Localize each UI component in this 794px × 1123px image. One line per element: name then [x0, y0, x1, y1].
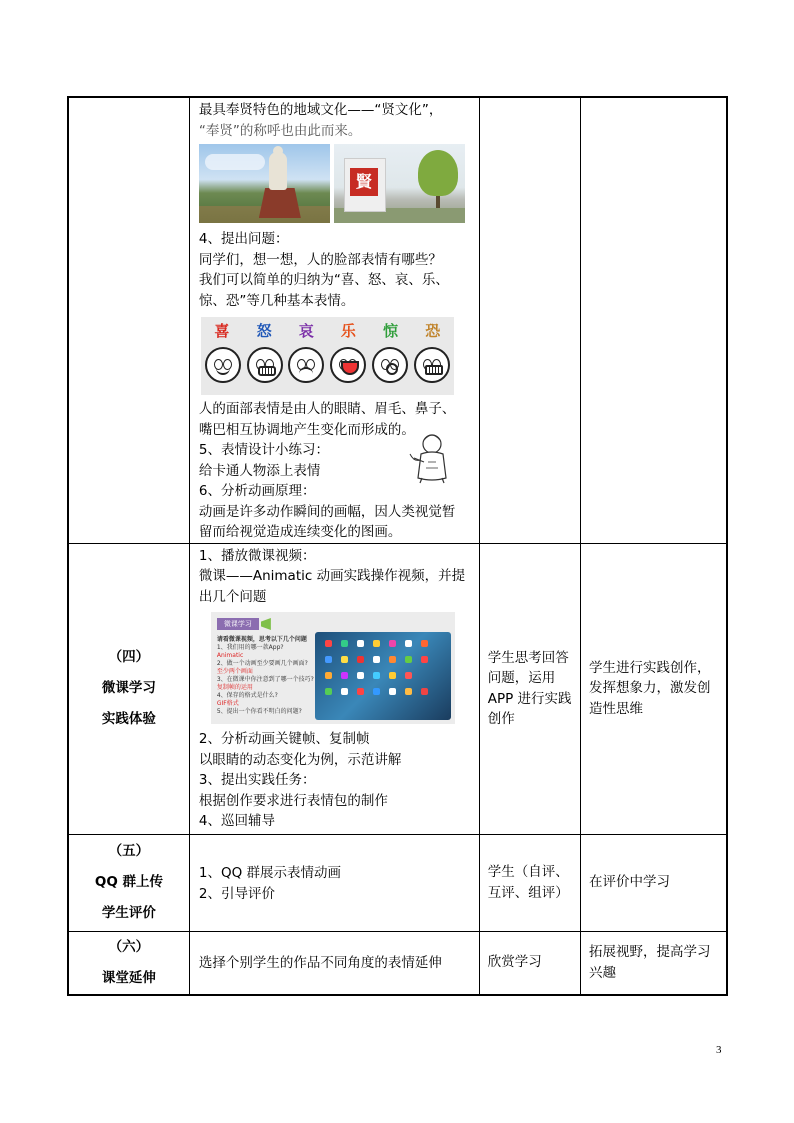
text-line: 4、提出问题： — [198, 231, 289, 247]
table-row-continuation — [68, 97, 727, 543]
stage-name: 实践体验 — [101, 711, 156, 727]
text-line: 根据创作要求进行表情包的制作 — [198, 792, 388, 809]
text-line: 1、QQ 群展示表情动画 — [198, 865, 341, 881]
sad-face-icon — [288, 347, 324, 383]
stage-name: 微课学习 — [101, 680, 156, 696]
text-line: 出几个问题 — [198, 588, 267, 605]
text-line: 动画是许多动作瞬间的画幅，因人类视觉暂 — [198, 503, 456, 520]
stage-cell — [68, 834, 189, 931]
text-line: 学生思考回答 — [487, 649, 569, 666]
text-line: 兴趣 — [589, 964, 617, 981]
stage-cell — [68, 931, 189, 995]
scared-face-icon — [414, 347, 450, 383]
video-question: 4、保存的格式是什么? — [216, 692, 278, 699]
video-question: 1、我们用的哪一款App? — [216, 644, 284, 651]
text-line: 创作 — [487, 711, 515, 727]
page-number: 3 — [716, 1044, 722, 1056]
student-activity-cell — [479, 834, 580, 931]
text-line: 互评、组评） — [487, 884, 569, 901]
emotion-faces-image — [201, 317, 454, 395]
text-line: 最具奉贤特色的地域文化——“贤文化”， — [198, 102, 443, 118]
table-row-stage-5 — [68, 834, 727, 931]
text-line: 同学们，想一想，人的脸部表情有哪些？ — [198, 251, 442, 268]
emotion-label: 怒 — [256, 322, 272, 340]
student-activity-cell — [479, 543, 580, 834]
stage-cell-empty — [68, 97, 189, 543]
video-question: 5、提出一个你看不明白的问题? — [216, 708, 302, 715]
text-line: 惊、恐”等几种基本表情。 — [198, 292, 355, 309]
student-activity-cell — [479, 931, 580, 995]
video-answer: Animatic — [216, 652, 244, 659]
video-question-title: 请看微课视频，思考以下几个问题 — [216, 636, 307, 643]
stage-number: （五） — [108, 843, 150, 859]
text-line: 6、分析动画原理： — [198, 483, 316, 499]
text-line: 在评价中学习 — [589, 874, 671, 891]
text-line: 造性思维 — [589, 700, 644, 717]
text-line: 4、巡回辅导 — [198, 813, 275, 829]
student-cell-empty — [479, 97, 580, 543]
stage-number: （四） — [108, 649, 150, 665]
text-line: 欣赏学习 — [487, 954, 542, 971]
text-line: 嘴巴相互协调地产生变化而形成的。 — [198, 421, 415, 438]
text-line: 以眼睛的动态变化为例，示范讲解 — [198, 751, 402, 768]
video-tag: 微课学习 — [217, 618, 259, 630]
text-line: 学生（自评、 — [487, 864, 569, 880]
lesson-plan-table — [67, 96, 728, 996]
surprised-face-icon — [372, 347, 408, 383]
design-intent-cell — [581, 543, 727, 834]
text-line: “奉贤”的称呼也由此而来。 — [198, 122, 362, 139]
emotion-label: 恐 — [425, 322, 441, 340]
text-line: 学生进行实践创作， — [589, 659, 711, 676]
text-line: 微课——Animatic 动画实践操作视频，并提 — [198, 568, 466, 584]
table-row-stage-6 — [68, 931, 727, 995]
text-line: 选择个别学生的作品不同角度的表情延伸 — [198, 955, 442, 972]
design-intent-cell — [581, 931, 727, 995]
text-line: 5、表情设计小练习： — [198, 442, 329, 458]
tablet-screen — [315, 632, 451, 720]
design-intent-cell — [581, 834, 727, 931]
table-row-stage-4 — [68, 543, 727, 834]
photo-row — [199, 144, 471, 223]
text-line: 留而给视觉造成连续变化的图画。 — [198, 524, 402, 540]
content-cell — [189, 543, 479, 834]
laughing-face-icon — [330, 347, 366, 383]
content-cell — [189, 931, 479, 995]
text-line: 2、引导评价 — [198, 885, 275, 902]
stage-cell — [68, 543, 189, 834]
video-answer: 复制帧的运用 — [216, 684, 253, 691]
seal-sculpture-photo: 賢 — [334, 144, 465, 223]
video-question: 2、做一个动画至少要画几个画面? — [216, 660, 308, 667]
practice-block — [199, 440, 471, 481]
emotion-label: 喜 — [214, 322, 230, 340]
stage-name: 课堂延伸 — [101, 969, 156, 986]
video-answer: 至少两个画面 — [216, 668, 253, 675]
stage-name: QQ 群上传 — [94, 874, 163, 890]
smile-face-icon — [205, 347, 241, 383]
text-line: 给卡通人物添上表情 — [198, 462, 321, 479]
emotion-labels — [201, 322, 454, 340]
video-question: 3、在微课中你注意到了哪一个技巧? — [216, 676, 314, 683]
video-answer: GIF格式 — [216, 700, 239, 707]
speaker-icon — [261, 618, 271, 630]
emotion-label: 哀 — [298, 322, 314, 340]
statue-photo — [199, 144, 330, 223]
emotion-label: 惊 — [383, 322, 399, 340]
micro-lesson-video-screenshot — [211, 612, 455, 724]
text-line: 2、分析动画关键帧、复制帧 — [198, 731, 370, 747]
text-line: 拓展视野，提高学习 — [589, 944, 711, 960]
text-line: 人的面部表情是由人的眼睛、眉毛、鼻子、 — [198, 401, 456, 417]
stage-name: 学生评价 — [101, 905, 156, 921]
stage-number: （六） — [108, 938, 150, 955]
cartoon-figure-icon — [406, 432, 454, 484]
angry-face-icon — [247, 347, 283, 383]
video-question-list — [217, 636, 317, 716]
text-line: 1、播放微课视频： — [198, 547, 316, 564]
text-line: 3、提出实践任务： — [198, 772, 316, 788]
emotion-label: 乐 — [340, 322, 356, 340]
content-cell — [189, 97, 479, 543]
text-line: 我们可以简单的归纳为“喜、怒、哀、乐、 — [198, 272, 449, 288]
content-cell — [189, 834, 479, 931]
text-line: APP 进行实践 — [487, 690, 572, 707]
text-line: 问题，运用 — [487, 670, 556, 686]
text-line: 发挥想象力，激发创 — [589, 680, 711, 697]
intent-cell-empty — [581, 97, 727, 543]
